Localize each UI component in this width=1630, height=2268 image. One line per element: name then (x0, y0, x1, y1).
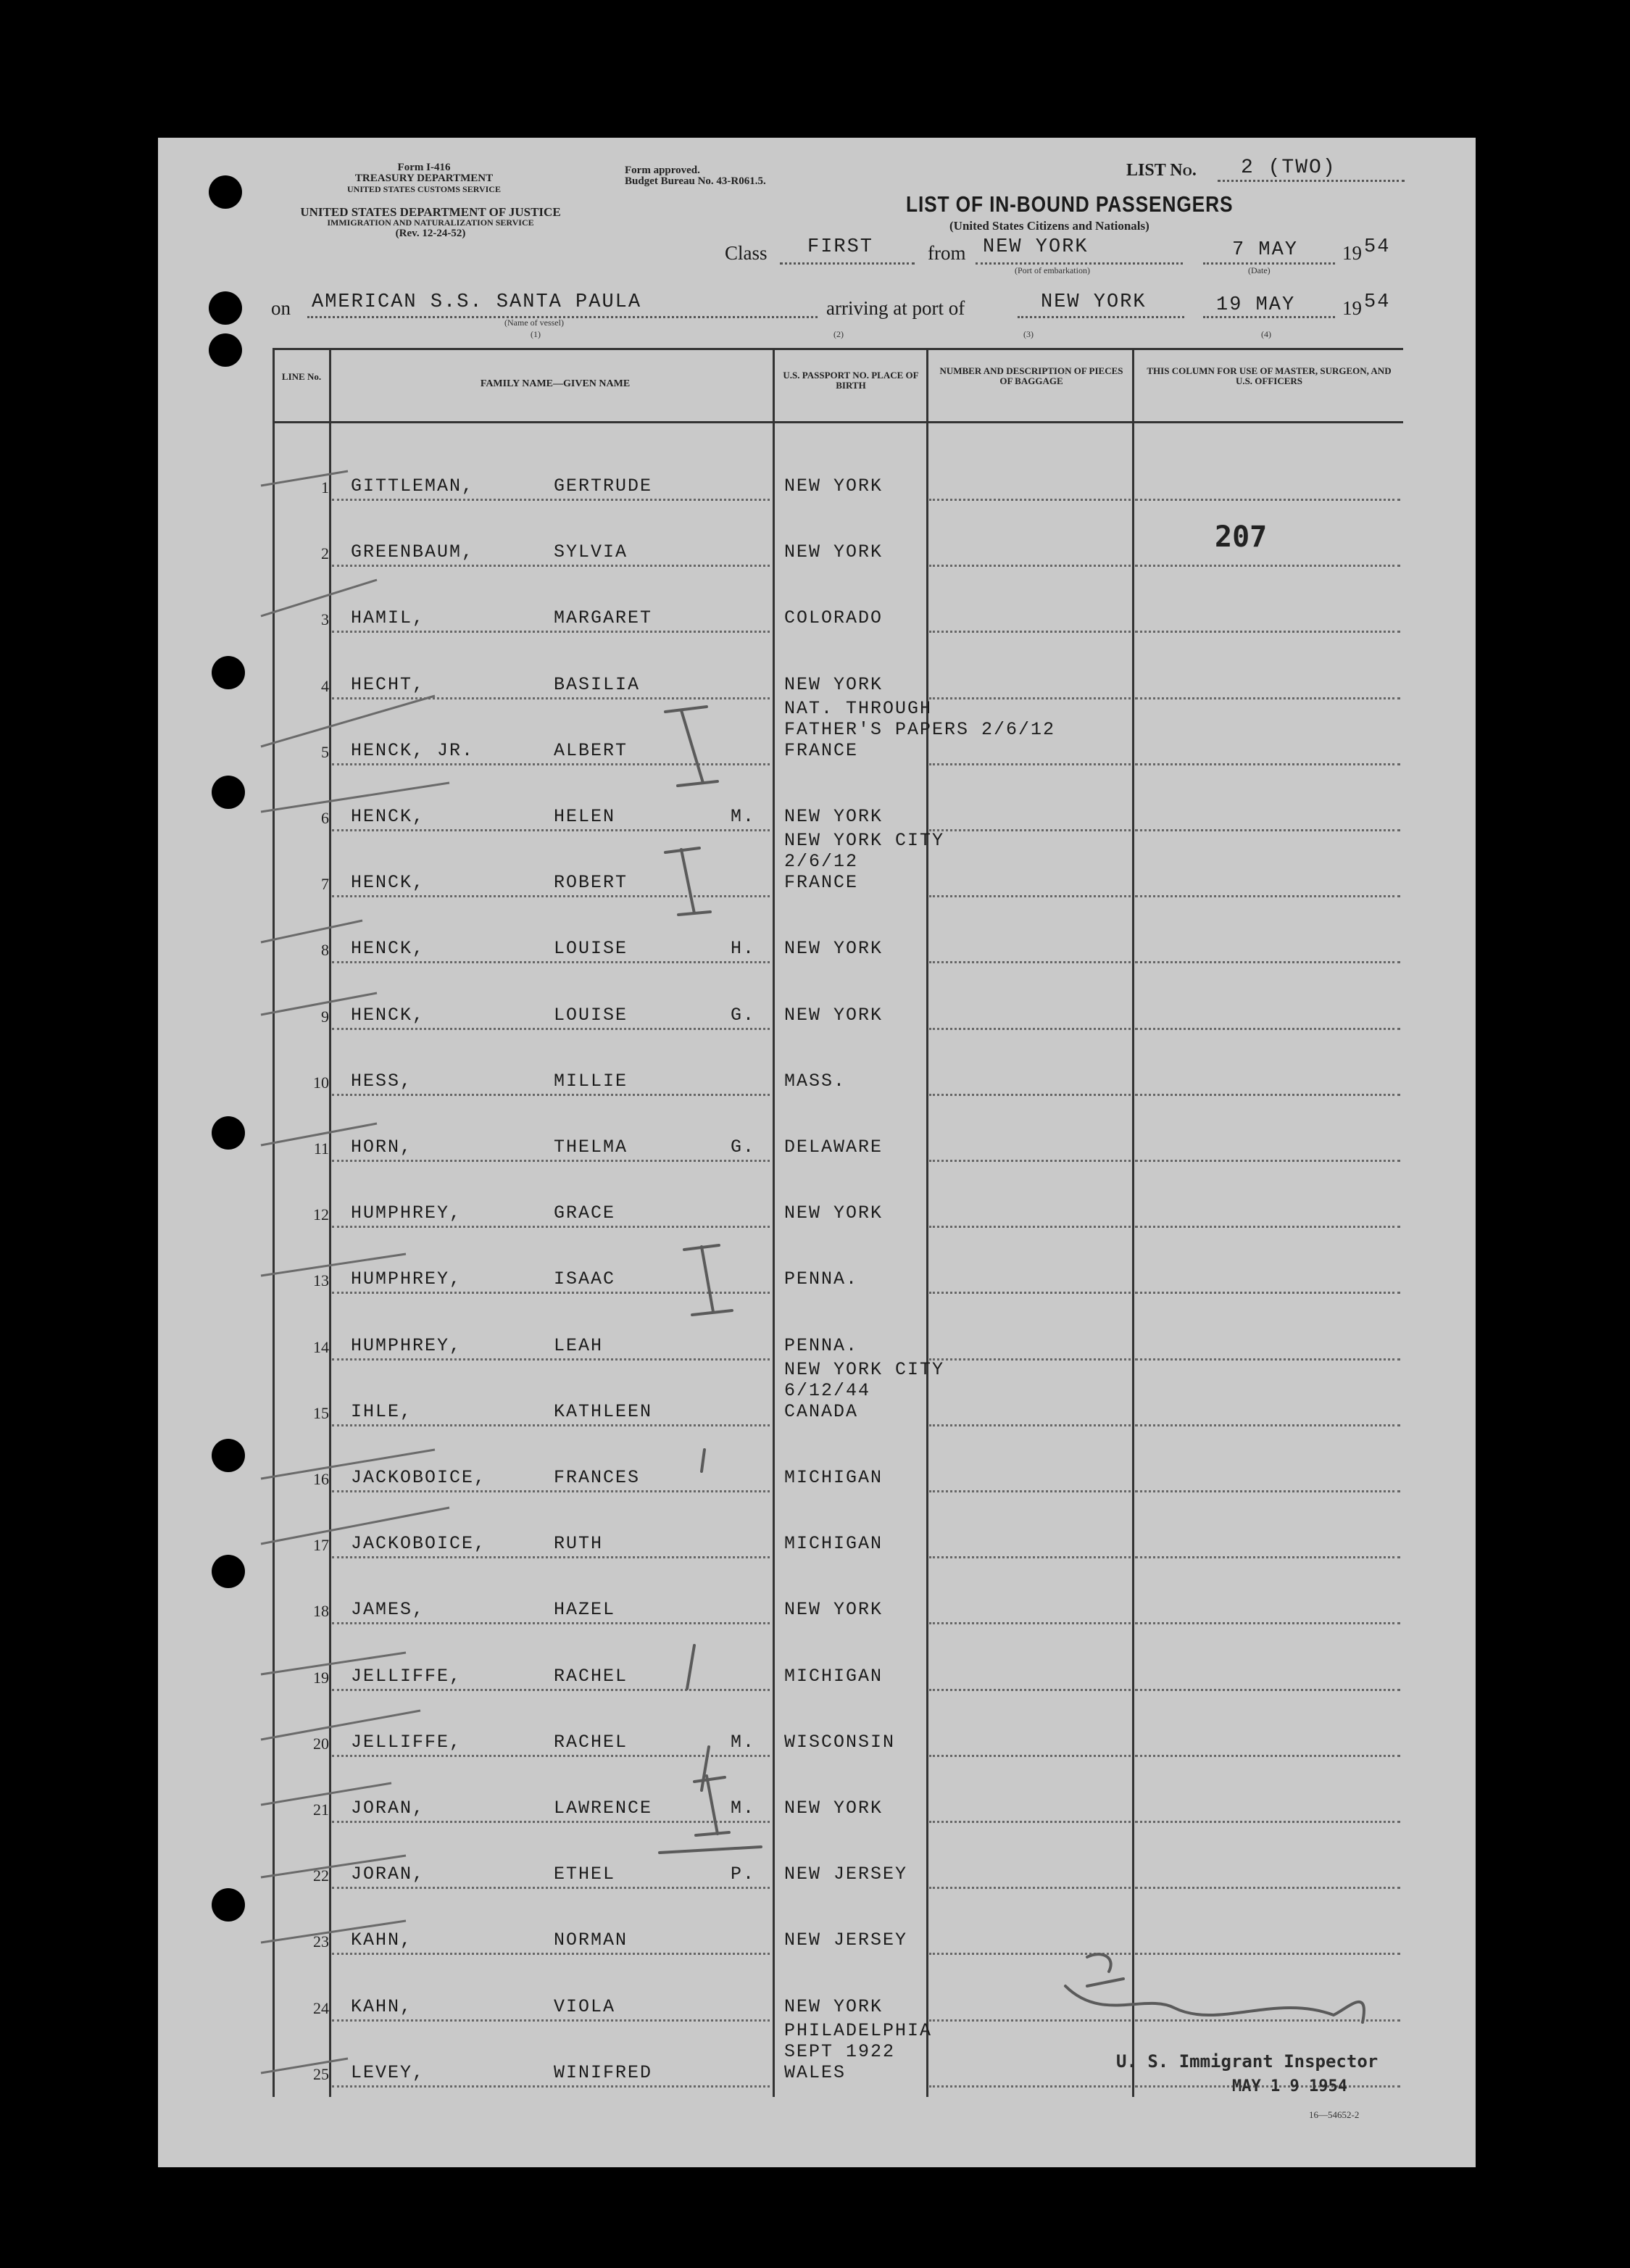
place-of-birth: CANADA (784, 1400, 859, 1422)
given-name: ALBERT (554, 739, 628, 761)
arrival-date: 19 MAY (1216, 294, 1296, 316)
family-name: JORAN, (351, 1798, 425, 1819)
ins-service: IMMIGRATION AND NATURALIZATION SERVICE (327, 217, 534, 228)
place-of-birth: NEW YORK (784, 938, 883, 960)
col-num-3: (3) (1023, 329, 1034, 339)
place-of-birth: WISCONSIN (784, 1731, 896, 1753)
given-name: MARGARET (554, 607, 653, 629)
place-of-birth: 2/6/12 (784, 851, 859, 873)
family-name: JACKOBOICE, (351, 1533, 487, 1555)
arrival-port: NEW YORK (1041, 291, 1147, 313)
place-of-birth: DELAWARE (784, 1137, 883, 1158)
family-name: JELLIFFE, (351, 1731, 462, 1753)
year-prefix: 19 (1342, 242, 1362, 264)
place-of-birth: MASS. (784, 1070, 847, 1092)
family-name: JORAN, (351, 1864, 425, 1885)
given-name: RACHEL (554, 1665, 628, 1687)
given-name: LOUISE (554, 1004, 628, 1026)
line-number: 8 (321, 941, 329, 960)
place-of-birth: NEW YORK CITY (784, 1358, 945, 1380)
place-of-birth: PHILADELPHIA (784, 2019, 933, 2041)
pen-mark-i (681, 850, 694, 913)
given-name: SYLVIA (554, 541, 628, 563)
given-name: NORMAN (554, 1930, 628, 1951)
family-name: HENCK, JR. (351, 739, 475, 761)
place-of-birth: NEW YORK (784, 806, 883, 827)
place-of-birth: MICHIGAN (784, 1467, 883, 1488)
family-name: HESS, (351, 1070, 413, 1092)
col-header-line-no: LINE No. (281, 371, 322, 382)
list-no-value: 2 (TWO) (1241, 157, 1336, 179)
given-name: HAZEL (554, 1599, 616, 1621)
middle-initial: P. (731, 1864, 756, 1885)
middle-initial: M. (731, 1798, 756, 1819)
line-number: 11 (313, 1139, 329, 1158)
arrival-year-value: 54 (1364, 291, 1391, 313)
family-name: JAMES, (351, 1599, 425, 1621)
pen-mark-i (702, 1247, 713, 1312)
line-number: 12 (313, 1205, 329, 1224)
place-of-birth: NEW YORK (784, 475, 883, 497)
line-number: 20 (313, 1734, 329, 1753)
line-number: 21 (313, 1800, 329, 1819)
line-number: 23 (313, 1932, 329, 1951)
on-label: on (271, 297, 291, 319)
family-name: HAMIL, (351, 607, 425, 629)
budget-bureau: Budget Bureau No. 43-R061.5. (625, 175, 766, 187)
given-name: ISAAC (554, 1268, 616, 1290)
place-of-birth: NAT. THROUGH (784, 697, 933, 719)
given-name: ETHEL (554, 1864, 616, 1885)
line-number: 18 (313, 1602, 329, 1621)
line-number: 10 (313, 1073, 329, 1092)
given-name: LEAH (554, 1334, 604, 1356)
given-name: ROBERT (554, 872, 628, 894)
customs-service: UNITED STATES CUSTOMS SERVICE (347, 184, 501, 194)
family-name: HENCK, (351, 806, 425, 827)
vessel-caption: (Name of vessel) (504, 317, 564, 328)
depart-date: 7 MAY (1232, 239, 1299, 261)
family-name: JACKOBOICE, (351, 1467, 487, 1488)
line-number: 7 (321, 875, 329, 894)
arriving-label: arriving at port of (826, 297, 965, 319)
family-name: GITTLEMAN, (351, 475, 475, 497)
line-number: 6 (321, 809, 329, 827)
pen-mark-i-bottom (678, 781, 718, 786)
given-name: FRANCES (554, 1467, 641, 1488)
place-of-birth: NEW YORK (784, 1599, 883, 1621)
col-header-baggage: NUMBER AND DESCRIPTION OF PIECES OF BAGGAGE (939, 365, 1123, 386)
place-of-birth: NEW YORK CITY (784, 830, 945, 852)
given-name: KATHLEEN (554, 1400, 653, 1422)
pen-mark-i (707, 1776, 718, 1834)
line-number: 17 (313, 1536, 329, 1555)
footer-code: 16—54652-2 (1309, 2109, 1360, 2120)
pen-mark-i-top (694, 1777, 725, 1782)
line-number: 4 (321, 676, 329, 695)
place-of-birth: NEW YORK (784, 1004, 883, 1026)
col-num-2: (2) (833, 329, 844, 339)
form-approved: Form approved. (625, 165, 700, 176)
list-no-label: LIST No. (1126, 161, 1197, 180)
line-number: 13 (313, 1271, 329, 1290)
line-number: 16 (313, 1470, 329, 1488)
given-name: THELMA (554, 1137, 628, 1158)
page-subtitle: (United States Citizens and Nationals) (949, 219, 1149, 233)
place-of-birth: FRANCE (784, 739, 859, 761)
form-number: Form I-416 (397, 162, 451, 173)
line-number: 15 (313, 1403, 329, 1422)
place-of-birth: WALES (784, 2061, 847, 2083)
middle-initial: M. (731, 1731, 756, 1753)
family-name: HUMPHREY, (351, 1334, 462, 1356)
family-name: HENCK, (351, 872, 425, 894)
place-of-birth: SEPT 1922 (784, 2040, 896, 2062)
middle-initial: G. (731, 1004, 756, 1026)
place-of-birth: NEW YORK (784, 541, 883, 563)
given-name: RACHEL (554, 1731, 628, 1753)
given-name: GRACE (554, 1202, 616, 1224)
place-of-birth: PENNA. (784, 1334, 859, 1356)
line-number: 25 (313, 2064, 329, 2083)
line-number: 9 (321, 1007, 329, 1026)
line-number: 1 (321, 478, 329, 497)
place-of-birth: NEW YORK (784, 673, 883, 695)
family-name: LEVEY, (351, 2061, 425, 2083)
family-name: HECHT, (351, 673, 425, 695)
vessel-name: AMERICAN S.S. SANTA PAULA (312, 291, 642, 313)
revision-date: (Rev. 12-24-52) (395, 228, 466, 239)
family-name: HUMPHREY, (351, 1202, 462, 1224)
family-name: JELLIFFE, (351, 1665, 462, 1687)
date-caption: (Date) (1248, 265, 1271, 275)
given-name: RUTH (554, 1533, 604, 1555)
justice-dept: UNITED STATES DEPARTMENT OF JUSTICE (300, 205, 561, 219)
given-name: WINIFRED (554, 2061, 653, 2083)
place-of-birth: NEW JERSEY (784, 1864, 908, 1885)
from-value: NEW YORK (983, 236, 1089, 258)
line-number: 5 (321, 742, 329, 761)
place-of-birth: 6/12/44 (784, 1379, 871, 1401)
given-name: VIOLA (554, 1995, 616, 2017)
line-number: 14 (313, 1337, 329, 1356)
vessel-col-num: (1) (531, 329, 541, 339)
given-name: HELEN (554, 806, 616, 827)
time-note (1087, 1954, 1123, 1986)
year-value: 54 (1364, 236, 1391, 258)
place-of-birth: FRANCE (784, 872, 859, 894)
col-header-passport: U.S. PASSPORT NO. PLACE OF BIRTH (783, 370, 919, 391)
col-header-name: FAMILY NAME—GIVEN NAME (480, 378, 631, 389)
family-name: HENCK, (351, 938, 425, 960)
col-header-officers: THIS COLUMN FOR USE OF MASTER, SURGEON, AND U.S. OFFICERS (1147, 365, 1392, 386)
stamp-date: MAY 1 9 1954 (1232, 2077, 1347, 2095)
arrival-year-prefix: 19 (1342, 297, 1362, 319)
pen-mark-i (681, 710, 703, 783)
class-value: FIRST (807, 236, 874, 258)
given-name: BASILIA (554, 673, 641, 695)
family-name: IHLE, (351, 1400, 413, 1422)
family-name: HUMPHREY, (351, 1268, 462, 1290)
given-name: GERTRUDE (554, 475, 653, 497)
line-number: 22 (313, 1866, 329, 1885)
inspector-signature (1065, 1986, 1364, 2022)
line-number: 3 (321, 610, 329, 629)
pen-mark-i-top (665, 707, 707, 712)
place-of-birth: MICHIGAN (784, 1533, 883, 1555)
treasury-dept: TREASURY DEPARTMENT (354, 173, 494, 184)
family-name: KAHN, (351, 1930, 413, 1951)
officer-note: 207 (1215, 520, 1268, 554)
pen-tick (687, 1645, 694, 1689)
place-of-birth: COLORADO (784, 607, 883, 629)
given-name: LAWRENCE (554, 1798, 653, 1819)
given-name: MILLIE (554, 1070, 628, 1092)
place-of-birth: PENNA. (784, 1268, 859, 1290)
place-of-birth: NEW YORK (784, 1995, 883, 2017)
pen-mark-i-bottom (678, 912, 710, 915)
pen-mark-i-bottom (696, 1832, 729, 1835)
family-name: GREENBAUM, (351, 541, 475, 563)
line-number: 2 (321, 544, 329, 563)
middle-initial: G. (731, 1137, 756, 1158)
line-number: 19 (313, 1668, 329, 1687)
pen-stroke (660, 1847, 761, 1853)
place-of-birth: NEW YORK (784, 1202, 883, 1224)
middle-initial: M. (731, 806, 756, 827)
place-of-birth: FATHER'S PAPERS 2/6/12 (784, 718, 1056, 740)
place-of-birth: NEW YORK (784, 1798, 883, 1819)
class-label: Class (725, 242, 768, 264)
embark-caption: (Port of embarkation) (1015, 265, 1090, 275)
line-number: 24 (313, 1998, 329, 2017)
col-num-4: (4) (1261, 329, 1271, 339)
place-of-birth: MICHIGAN (784, 1665, 883, 1687)
family-name: HORN, (351, 1137, 413, 1158)
middle-initial: H. (731, 938, 756, 960)
place-of-birth: NEW JERSEY (784, 1930, 908, 1951)
family-name: KAHN, (351, 1995, 413, 2017)
given-name: LOUISE (554, 938, 628, 960)
pen-tick (702, 1450, 704, 1471)
inspector-stamp: U. S. Immigrant Inspector (1116, 2051, 1379, 2072)
from-label: from (928, 242, 966, 264)
family-name: HENCK, (351, 1004, 425, 1026)
page-title: LIST OF IN-BOUND PASSENGERS (906, 191, 1234, 217)
